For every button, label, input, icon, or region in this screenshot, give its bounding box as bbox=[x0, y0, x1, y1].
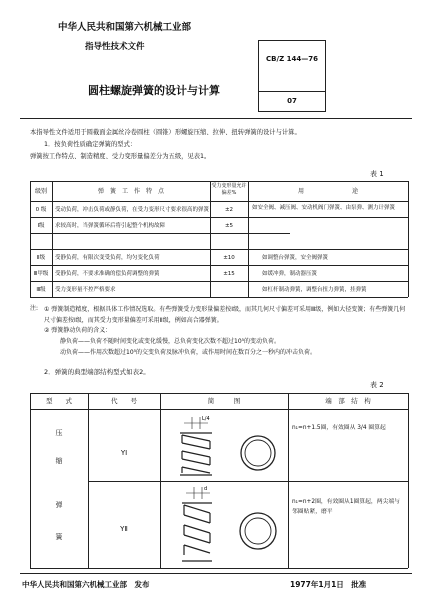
t2-type-char-4: 簧 bbox=[55, 533, 63, 541]
footer-issuer: 中华人民共和国第六机械工业部 发布 bbox=[22, 580, 150, 589]
t1-row0-deviation: ±2 bbox=[224, 207, 234, 213]
t1-row0-usage: 如安全阀、减压阀、安动机阀门弹簧、由泵弹、测力计弹簧 bbox=[252, 205, 396, 211]
t1-row1-features: 求较高时，当弹簧循环后将引起整个机构故障 bbox=[55, 223, 166, 229]
t2-row1-code: YⅡ bbox=[120, 525, 128, 533]
t1-row3-deviation: ±15 bbox=[223, 271, 235, 277]
note-2-static-load: 静负荷——负荷不随时间变化或变化缓慢，总负荷变化次数不超过10⁵的变动负荷。 bbox=[60, 338, 281, 345]
t1-header-features: 弹 簧 工 作 特 点 bbox=[97, 188, 164, 195]
spring-yi-dim-label: L/4 bbox=[202, 416, 210, 422]
t1-row0-features: 受动负荷，冲击负荷或静负荷，在受力变形尺寸要求很高的弹簧 bbox=[55, 207, 210, 213]
t1-row3-level: Ⅲ甲级 bbox=[33, 271, 49, 277]
t1-row1-level: Ⅰ级 bbox=[37, 223, 45, 229]
ministry-name: 中华人民共和国第六机械工业部 bbox=[58, 22, 192, 33]
footer-date: 1977年1月1日 批准 bbox=[290, 580, 367, 589]
t2-type-char-1: 压 bbox=[55, 429, 63, 437]
spring-yii-dim-label: d bbox=[204, 486, 208, 492]
standard-code-box bbox=[258, 40, 326, 112]
t2-type-char-3: 弹 bbox=[55, 501, 63, 509]
t1-header-usage: 用 途 bbox=[297, 188, 358, 195]
t1-row2-level: Ⅱ级 bbox=[36, 255, 46, 261]
section-1-text: 弹簧按工作特点、制造精度、受力变形量偏差分为五级，见表1。 bbox=[30, 153, 211, 160]
notes-label: 注: bbox=[30, 305, 39, 312]
t2-header-structure: 端 部 结 构 bbox=[325, 397, 371, 405]
table1-caption: 表 1 bbox=[370, 170, 384, 178]
t2-row1-structure: n₁=n+2圈，有效圈从1圈算起，两尖端与邻圈贴紧，磨平 bbox=[292, 499, 400, 515]
header-rule bbox=[20, 118, 412, 119]
page-title: 圆柱螺旋弹簧的设计与计算 bbox=[88, 84, 220, 97]
t2-row0-structure: n₁=n+1.5圈，有效圈从 3/4 圈算起 bbox=[292, 425, 386, 431]
t1-row1-deviation: ±5 bbox=[224, 223, 234, 229]
t1-row4-level: Ⅲ级 bbox=[36, 287, 46, 293]
t1-row3-features: 受静负荷，不要求准确的偿负荷调整的弹簧 bbox=[55, 271, 160, 277]
t2-header-figure: 简 图 bbox=[207, 397, 241, 405]
section-1-heading: 1．按负荷性质确定弹簧的型式： bbox=[44, 141, 137, 148]
page-number: 07 bbox=[287, 97, 297, 105]
t1-row4-usage: 如杠杆制动弹簧，调整台扭力弹簧，挂弹簧 bbox=[262, 287, 367, 293]
spring-yi-figure bbox=[162, 411, 286, 479]
note-2: ② 弹簧静动负荷的含义： bbox=[44, 327, 112, 334]
table2-caption: 表 2 bbox=[370, 381, 384, 389]
doc-type: 指导性技术文件 bbox=[85, 42, 145, 52]
spring-yii-figure bbox=[162, 483, 286, 565]
scope-text: 本指导性文件适用于圆截面金属丝冷卷圆柱（圆锥）形螺旋压缩、拉伸、扭转弹簧的设计与计算。 bbox=[30, 129, 301, 136]
t1-row2-deviation: ±10 bbox=[223, 255, 235, 261]
section-2-heading: 2．弹簧的典型端部结构型式如表2。 bbox=[44, 368, 150, 376]
footer-rule bbox=[20, 573, 412, 574]
t1-row3-usage: 如缓冲弹，制动器压簧 bbox=[262, 271, 318, 277]
t2-header-type: 型 式 bbox=[46, 397, 72, 405]
t1-row2-features: 受静负荷，有限次变受负荷，均匀变化负荷 bbox=[55, 255, 160, 261]
t1-row0-level: 0 级 bbox=[35, 207, 47, 213]
t2-row0-code: YⅠ bbox=[120, 449, 128, 457]
table1 bbox=[30, 181, 408, 297]
note-1: ① 弹簧制造精度，根据具体工作情况选取。有些弹簧受力变形量偏差按Ⅰ级，而其几何尺寸偏差可采用Ⅲ级，例如大径变簧；有些弹簧几何尺寸偏差按Ⅰ级，而其受力变形量偏差可采用Ⅱ级，例如高合器弹簧。 bbox=[44, 306, 406, 324]
t1-row4-features: 受力变形量不控严格要求 bbox=[55, 287, 116, 293]
t2-type-char-2: 缩 bbox=[55, 457, 63, 465]
t2-header-code: 代 号 bbox=[111, 397, 137, 405]
table2 bbox=[30, 393, 408, 568]
standard-code: CB/Z 144—76 bbox=[266, 55, 318, 63]
t1-row2-usage: 如调整台弹簧，安全阀弹簧 bbox=[262, 255, 329, 261]
note-2-dynamic-load: 动负荷——作用次数超过10⁵的交变负荷及脉冲负荷，或作用时间在数百分之一秒内的冲击负荷。 bbox=[60, 349, 317, 356]
t1-header-level: 级别 bbox=[34, 188, 47, 195]
t1-header-deviation: 受力变形量允许偏差% bbox=[211, 183, 247, 196]
